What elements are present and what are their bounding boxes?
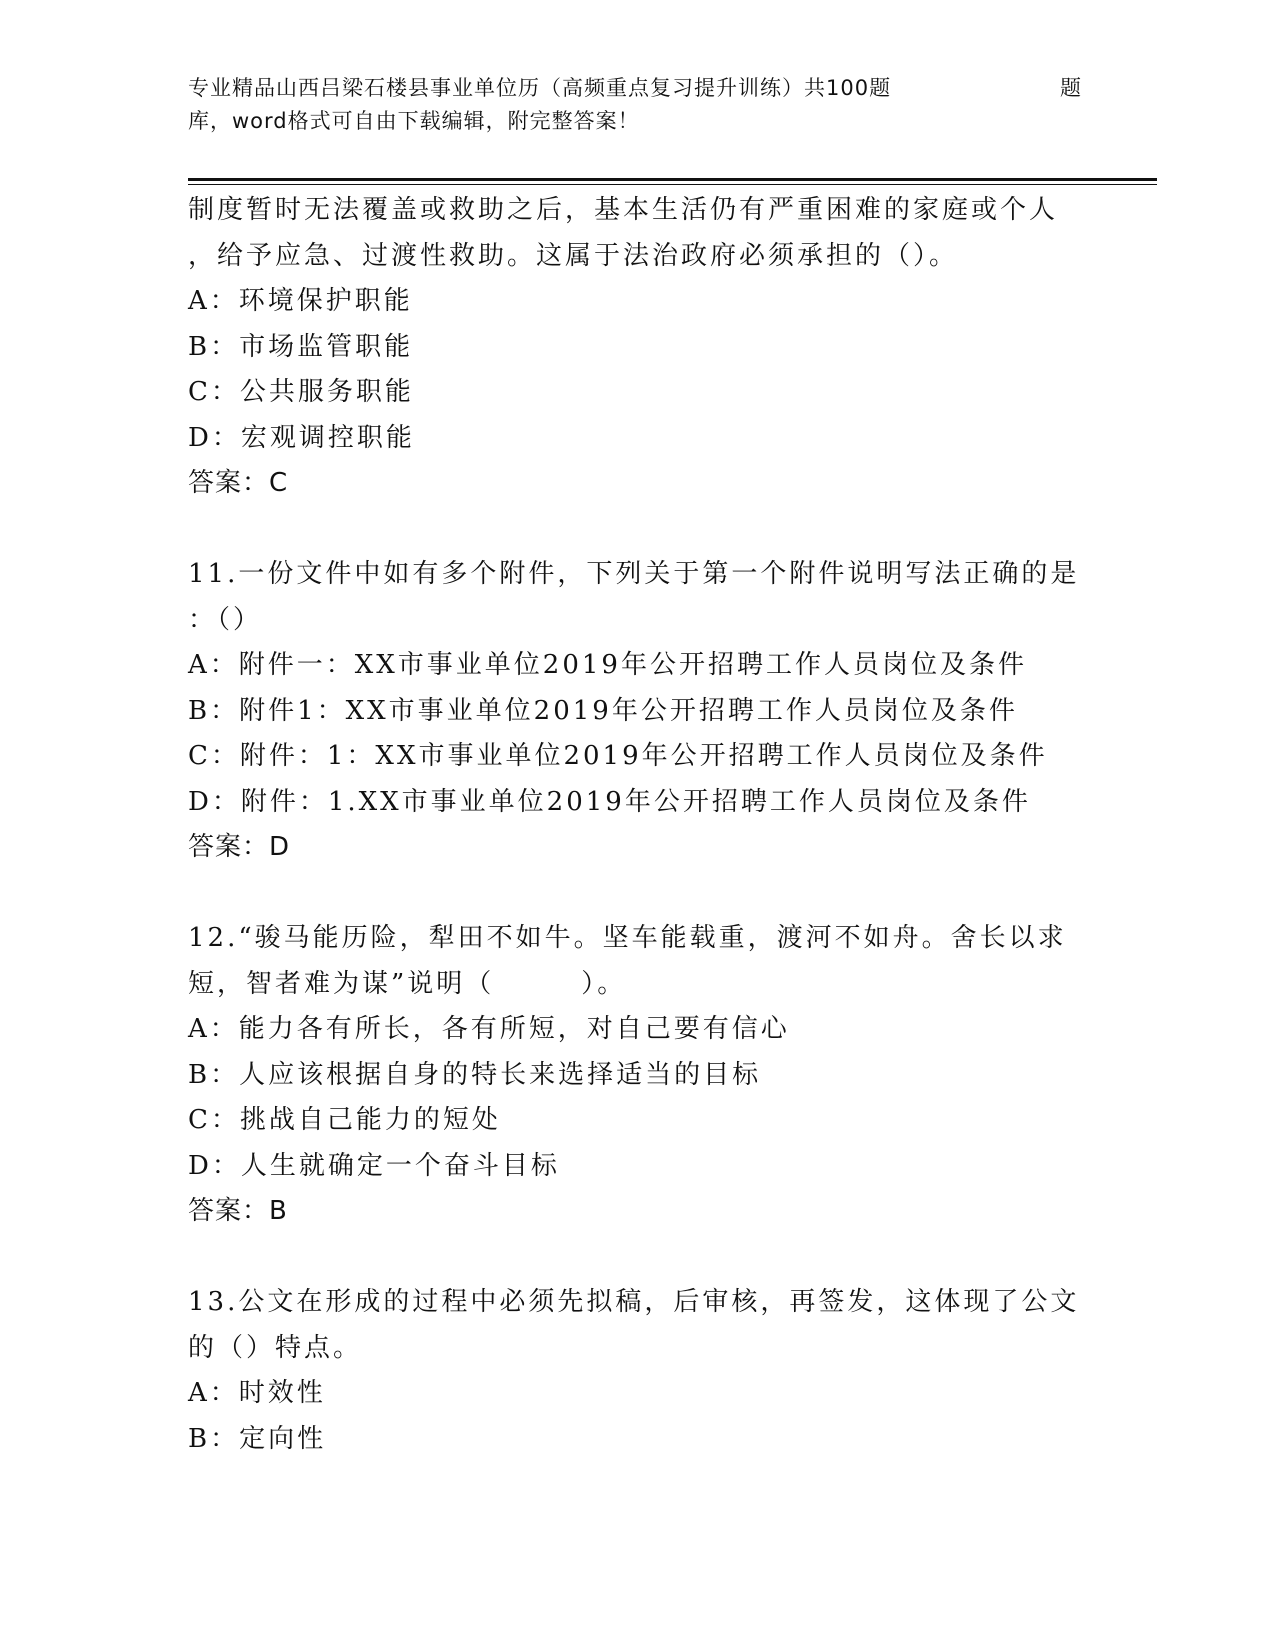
question-stem-line: 12.“骏马能历险，犁田不如牛。坚车能载重，渡河不如舟。舍长以求 — [188, 923, 1067, 953]
question-stem-line: ：（） — [188, 604, 263, 635]
option-d: D：宏观调控职能 — [188, 422, 415, 453]
option-b: B：市场监管职能 — [188, 331, 414, 362]
option-b: B：附件1：XX市事业单位2019年公开招聘工作人员岗位及条件 — [188, 695, 1018, 726]
answer-text: 答案：B — [188, 1196, 288, 1226]
answer-text: 答案：C — [188, 468, 289, 498]
question-stem-line: 制度暂时无法覆盖或救助之后，基本生活仍有严重困难的家庭或个人 — [188, 195, 1059, 225]
question-block — [188, 188, 1088, 507]
document-header — [188, 72, 1088, 138]
option-a: A：时效性 — [188, 1378, 326, 1408]
question-stem-line: 的（）特点。 — [188, 1332, 363, 1363]
question-spacer — [188, 871, 1088, 917]
option-a: A：附件一：XX市事业单位2019年公开招聘工作人员岗位及条件 — [188, 650, 1027, 680]
header-title-line-1 — [188, 72, 1088, 105]
header-title-tail: 题 — [1060, 76, 1082, 100]
option-d: D：人生就确定一个奋斗目标 — [188, 1150, 560, 1181]
question-stem-line: ，给予应急、过渡性救助。这属于法治政府必须承担的（）。 — [188, 240, 959, 271]
question-block — [188, 552, 1088, 871]
question-block — [188, 916, 1088, 1235]
question-spacer — [188, 1235, 1088, 1281]
option-c: C：挑战自己能力的短处 — [188, 1105, 501, 1135]
question-stem-line: 13.公文在形成的过程中必须先拟稿，后审核，再签发，这体现了公文 — [188, 1287, 1080, 1317]
question-list — [188, 188, 1088, 1462]
option-c: C：附件：1：XX市事业单位2019年公开招聘工作人员岗位及条件 — [188, 741, 1048, 771]
option-d: D：附件：1.XX市事业单位2019年公开招聘工作人员岗位及条件 — [188, 786, 1031, 817]
question-stem-line: 短，智者难为谋”说明（ ）。 — [188, 968, 627, 999]
header-title-text: 专业精品山西吕梁石楼县事业单位历（高频重点复习提升训练）共100题 — [188, 76, 892, 100]
header-title-line-2: 库，word格式可自由下载编辑，附完整答案！ — [188, 109, 640, 133]
header-divider-thin — [188, 184, 1157, 185]
option-a: A：能力各有所长，各有所短，对自己要有信心 — [188, 1014, 790, 1044]
answer-text: 答案：D — [188, 832, 291, 862]
question-stem-line: 11.一份文件中如有多个附件，下列关于第一个附件说明写法正确的是 — [188, 559, 1080, 589]
question-block — [188, 1280, 1088, 1462]
question-spacer — [188, 507, 1088, 553]
option-b: B：定向性 — [188, 1423, 327, 1454]
option-c: C：公共服务职能 — [188, 377, 414, 407]
option-b: B：人应该根据自身的特长来选择适当的目标 — [188, 1059, 762, 1090]
option-a: A：环境保护职能 — [188, 286, 413, 316]
header-divider-thick — [188, 178, 1157, 181]
